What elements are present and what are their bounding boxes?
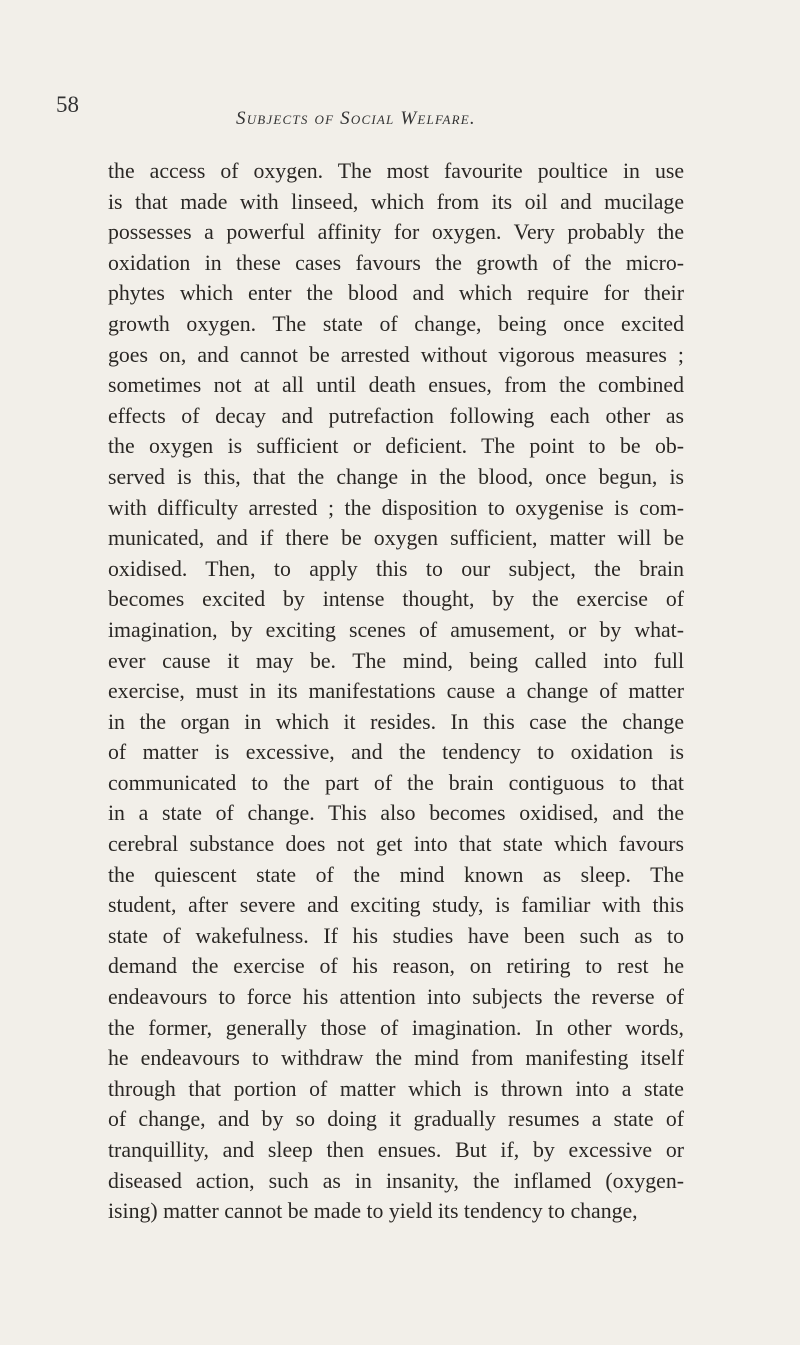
text-line: possesses a powerful affinity for oxygen. Very probably the [108, 220, 684, 245]
text-line: sometimes not at all until death ensues, from the combined [108, 373, 684, 398]
text-line: through that portion of matter which is thrown into a state [108, 1076, 684, 1101]
text-line: becomes excited by intense thought, by the exercise of [108, 587, 684, 612]
text-line: exercise, must in its manifestations cause a change of matter [108, 679, 684, 704]
text-line: demand the exercise of his reason, on retiring to rest he [108, 954, 684, 979]
text-line: imagination, by exciting scenes of amusement, or by what- [108, 617, 684, 642]
text-line: in the organ in which it resides. In this case the change [108, 709, 684, 734]
text-line: effects of decay and putrefaction following each other as [108, 403, 684, 428]
text-line: student, after severe and exciting study, is familiar with this [108, 893, 684, 918]
text-line: diseased action, such as in insanity, the inflamed (oxygen- [108, 1168, 684, 1193]
text-line: state of wakefulness. If his studies have been such as to [108, 923, 684, 948]
text-line: goes on, and cannot be arrested without vigorous measures ; [108, 342, 684, 367]
text-line: the quiescent state of the mind known as sleep. The [108, 862, 684, 887]
text-line: the oxygen is sufficient or deficient. The point to be ob- [108, 434, 684, 459]
text-line: served is this, that the change in the blood, once begun, is [108, 464, 684, 489]
text-line: of matter is excessive, and the tendency to oxidation is [108, 740, 684, 765]
text-line: phytes which enter the blood and which require for their [108, 281, 684, 306]
body-text [108, 156, 684, 1227]
text-line: oxidised. Then, to apply this to our subject, the brain [108, 556, 684, 581]
running-head: Subjects of Social Welfare. [236, 108, 476, 129]
text-line: ising) matter cannot be made to yield its tendency to change, [108, 1199, 638, 1224]
text-line: communicated to the part of the brain contiguous to that [108, 770, 684, 795]
text-line: in a state of change. This also becomes oxidised, and the [108, 801, 684, 826]
text-line: oxidation in these cases favours the growth of the micro- [108, 250, 684, 275]
text-line: growth oxygen. The state of change, being once excited [108, 311, 684, 336]
page-number: 58 [56, 92, 79, 117]
text-line: municated, and if there be oxygen sufficient, matter will be [108, 526, 684, 551]
text-line: of change, and by so doing it gradually resumes a state of [108, 1107, 684, 1132]
text-line: tranquillity, and sleep then ensues. But if, by excessive or [108, 1138, 684, 1162]
text-line: with difficulty arrested ; the disposition to oxygenise is com- [108, 495, 684, 520]
text-line: cerebral substance does not get into that state which favours [108, 832, 684, 857]
text-line: ever cause it may be. The mind, being called into full [108, 648, 684, 673]
text-line: the former, generally those of imagination. In other words, [108, 1015, 684, 1040]
text-line: he endeavours to withdraw the mind from manifesting itself [108, 1046, 684, 1071]
text-line: is that made with linseed, which from its oil and mucilage [108, 189, 684, 214]
text-line: the access of oxygen. The most favourite poultice in use [108, 159, 684, 183]
text-line: endeavours to force his attention into subjects the reverse of [108, 985, 684, 1010]
